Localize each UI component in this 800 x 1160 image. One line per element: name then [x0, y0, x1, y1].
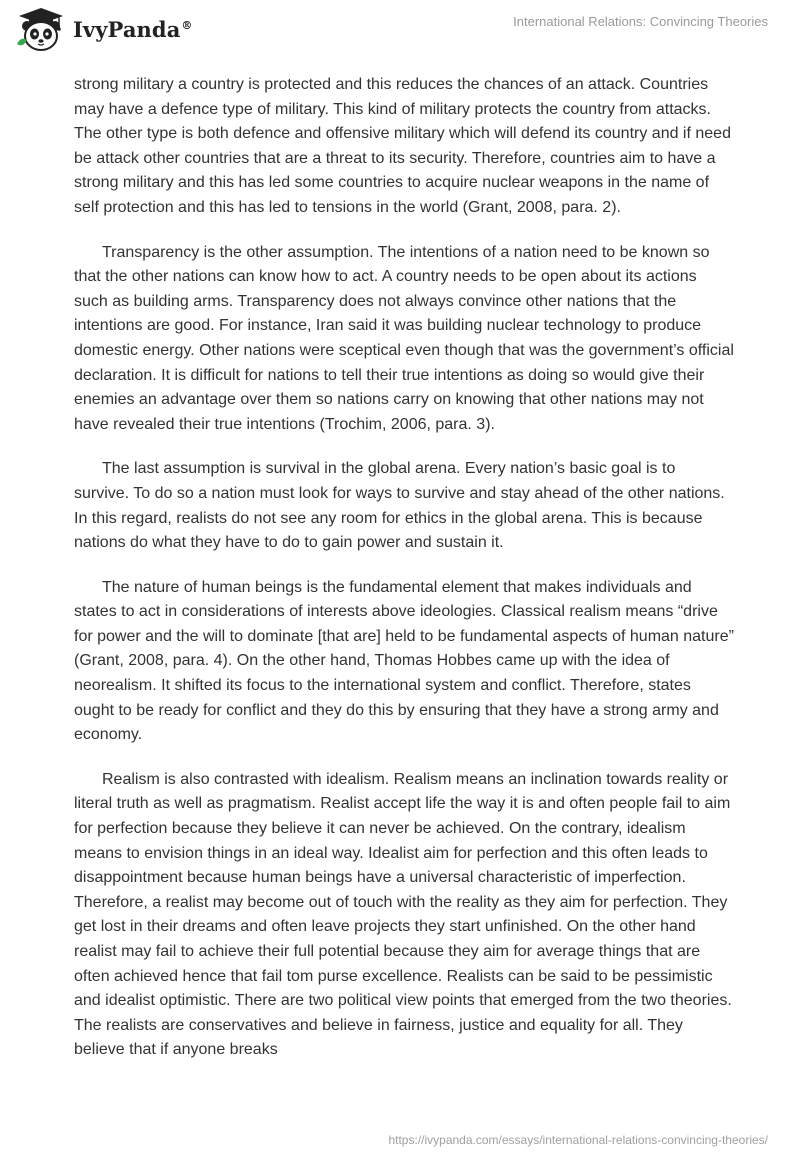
paragraph: Realism is also contrasted with idealism. Realism means an inclination towards reality or literal truth as well as pragmatism. Realist accept life the way it is and often people fail to aim for perfection because they believe it can never be achieved. On the contrary, idealism means to envision things in an ideal way. Idealist aim for perfection and this often leads to disappointment because human beings have a universal characteristic of imperfection. Therefore, a realist may become out of touch with the reality as they aim for perfection. They get lost in their dreams and often leave projects they start unfinished. On the other hand realist may fail to achieve their full potential because they aim for average things that are often achieved hence that fail tom purse excellence. Realists can be said to be pessimistic and idealist optimistic. There are two political view points that emerged from the two theories. The realists are conservatives and believe in fairness, justice and equality for all. They believe that if anyone breaks: [74, 770, 732, 1059]
essay-body: [74, 73, 734, 1083]
document-title: International Relations: Convincing Theories: [513, 14, 768, 29]
registered-mark: ®: [181, 18, 193, 32]
panda-logo-icon: [15, 6, 67, 52]
paragraph: The nature of human beings is the fundamental element that makes individuals and states to act in considerations of interests above ideologies. Classical realism means “drive for power and the will to dominate [that are] held to be fundamental aspects of human nature” (Grant, 2008, para. 4). On the other hand, Thomas Hobbes came up with the idea of neorealism. It shifted its focus to the international system and conflict. Therefore, states ought to be ready for conflict and they do this by ensuring that they have a strong army and economy.: [74, 578, 734, 744]
brand-name: IvyPanda®: [73, 16, 193, 42]
paragraph: strong military a country is protected and this reduces the chances of an attack. Countries may have a defence type of military. This kind of military protects the country from attacks. The other type is both defence and offensive military which will defend its country and if need be attack other countries that are a threat to its security. Therefore, countries aim to have a strong military and this has led some countries to acquire nuclear weapons in the name of self protection and this has led to tensions in the world (Grant, 2008, para. 2).: [74, 76, 731, 216]
paragraph: Transparency is the other assumption. The intentions of a nation need to be known so that the other nations can know how to act. A country needs to be open about its actions such as building arms. Transparency does not always convince other nations that the intentions are good. For instance, Iran said it was building nuclear technology to produce domestic energy. Other nations were sceptical even though that was the government’s official declaration. It is difficult for nations to tell their true intentions as doing so would give their enemies an advantage over them so nations carry on knowing that other nations may not have revealed their true intentions (Trochim, 2006, para. 3).: [74, 243, 734, 433]
ivypanda-logo[interactable]: [15, 6, 193, 52]
page-header: [0, 0, 800, 70]
source-url[interactable]: https://ivypanda.com/essays/international-relations-convincing-theories/: [388, 1133, 768, 1147]
paragraph: The last assumption is survival in the global arena. Every nation’s basic goal is to survive. To do so a nation must look for ways to survive and stay ahead of the other nations. In this regard, realists do not see any room for ethics in the global arena. This is because nations do what they have to do to gain power and sustain it.: [74, 460, 725, 552]
